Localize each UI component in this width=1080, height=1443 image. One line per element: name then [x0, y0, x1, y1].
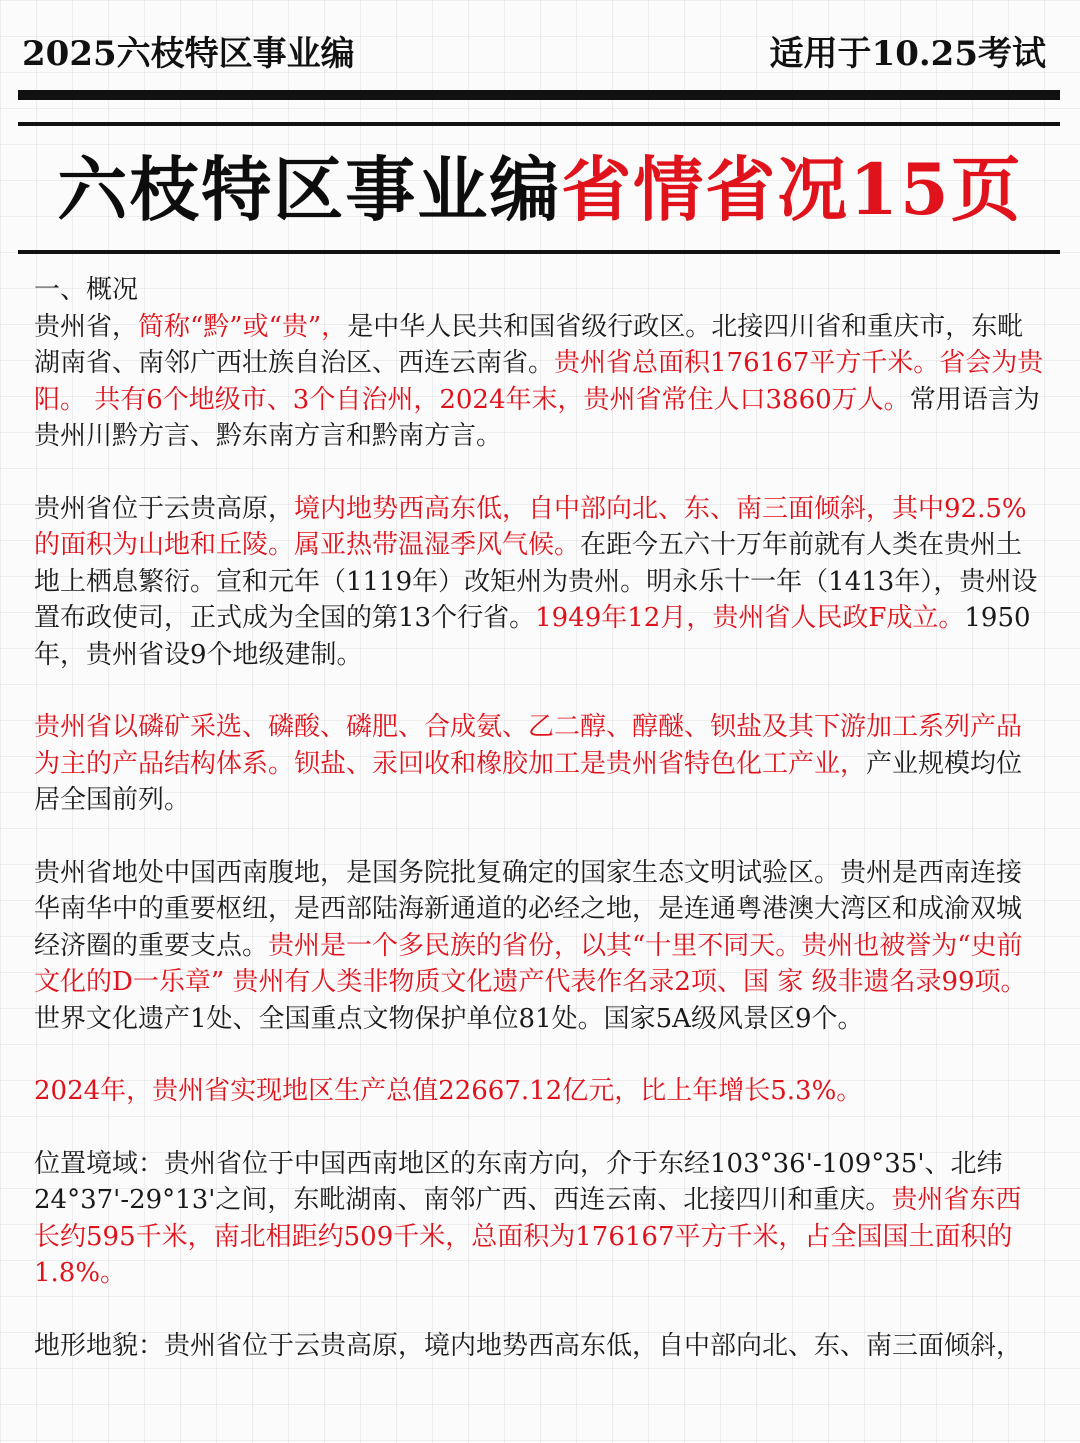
highlighted-text: 简称“黔”或“贵”， [138, 311, 348, 342]
header-left-title: 2025六枝特区事业编 [22, 33, 355, 74]
paragraph [34, 309, 1046, 455]
body-text: 常用语言为贵州川黔方言、黔东南方言和黔南方言。 [34, 384, 1040, 451]
highlighted-text: 贵州省总面积176167平方千米。省会为贵阳。 共有6个地级市、3个自治州，2024年末，贵州省常住人口3860万人。 [34, 348, 1044, 415]
paragraph [34, 1328, 1046, 1365]
body-text: 地形地貌：贵州省位于云贵高原，境内地势西高东低，自中部向北、东、南三面倾斜， [34, 1330, 1023, 1361]
section-heading: 一、概况 [34, 275, 139, 305]
body-text: 产业规模均位居全国前列。 [34, 748, 1023, 815]
body-text: 贵州省地处中国西南腹地，是国务院批复确定的国家生态文明试验区。贵州是西南连接华南华中的重要枢纽，是西部陆海新通道的必经之地，是连通粤港澳大湾区和成渝双城经济圈的重要支点。 [34, 857, 1023, 961]
main-title-black: 六枝特区事业编 [57, 148, 562, 231]
document-body [34, 272, 1046, 1400]
paragraph [34, 1073, 1046, 1110]
main-title [0, 140, 1080, 240]
highlighted-text: 贵州省东西长约595千米，南北相距约509千米，总面积为176167平方千米，占全国国土面积的1.8%。 [34, 1185, 1022, 1288]
body-text: 世界文化遗产1处、全国重点文物保护单位81处。国家5A级风景区9个。 [34, 1003, 864, 1034]
highlighted-text: 1949年12月，贵州省人民政F成立。 [535, 603, 965, 633]
highlighted-text: 2024年，贵州省实现地区生产总值22667.12亿元，比上年增长5.3%。 [34, 1076, 863, 1106]
title-rule-bottom [18, 250, 1060, 254]
highlighted-text: 贵州省以磷矿采选、磷酸、磷肥、合成氨、乙二醇、醇醚、钡盐及其下游加工系列产品为主的产品结构体系。钡盐、汞回收和橡胶加工是贵州省特色化工产业， [34, 712, 1023, 779]
paragraph [34, 855, 1046, 1038]
main-title-red: 省情省况15页 [561, 148, 1023, 231]
body-text: 贵州省位于云贵高原， [34, 493, 295, 524]
highlighted-text: 境内地势西高东低，自中部向北、东、南三面倾斜，其中92.5%的面积为山地和丘陵。属亚热带温湿季风气候。 [34, 493, 1027, 560]
paragraph-list [34, 309, 1046, 1365]
body-text: 是中华人民共和国省级行政区。北接四川省和重庆市，东毗湖南省、南邻广西壮族自治区、西连云南省。 [34, 311, 1024, 378]
body-text: 1950年，贵州省设9个地级建制。 [34, 603, 1031, 670]
paragraph [34, 1146, 1046, 1292]
paragraph [34, 709, 1046, 819]
body-text: 位置境域：贵州省位于中国西南地区的东南方向，介于东经103°36'-109°35'、北纬24°37'-29°13'之间，东毗湖南、南邻广西、西连云南、北接四川和重庆。 [34, 1148, 1003, 1215]
page-header [22, 26, 1046, 74]
title-rule-top [18, 122, 1060, 126]
body-text: 在距今五六十万年前就有人类在贵州土地上栖息繁衍。宣和元年（1119年）改矩州为贵州。明永乐十一年（1413年），贵州设置布政使司，正式成为全国的第13个行省。 [34, 530, 1038, 633]
highlighted-text: 贵州是一个多民族的省份，以其“十里不同天。贵州也被誉为“史前文化的D一乐章” 贵州有人类非物质文化遗产代表作名录2项、国 家 级非遗名录99项。 [34, 930, 1027, 997]
paragraph [34, 491, 1046, 674]
header-right-note: 适用于10.25考试 [769, 33, 1046, 74]
body-text: 贵州省， [34, 311, 139, 342]
header-rule-thick [18, 90, 1060, 100]
